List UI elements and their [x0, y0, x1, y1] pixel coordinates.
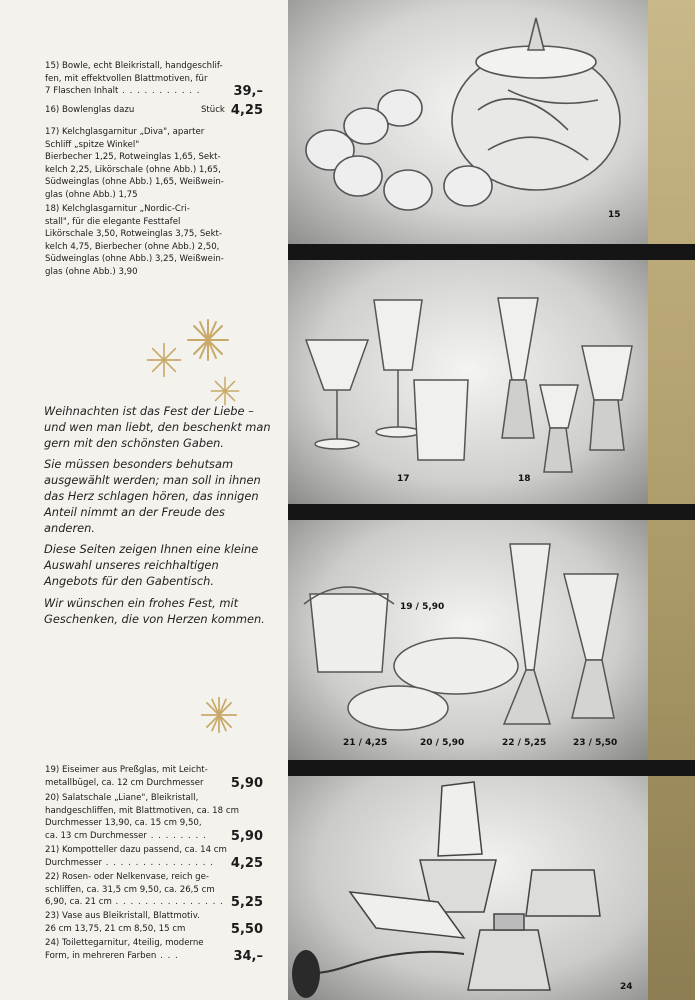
entry-24: 24) Toilettegarnitur, 4teilig, moderne Form, in mehreren Farben . . . 34,–: [45, 938, 263, 964]
entry-21-line1: 21) Kompotteller dazu passend, ca. 14 cm: [45, 845, 227, 855]
entry-17-line1: 17) Kelchglasgarnitur „Diva", aparter: [45, 127, 205, 137]
prose-paragraph-1: Weihnachten ist das Fest der Liebe – und wen man liebt, den beschenkt man gern mit den schönsten Gaben.: [44, 404, 271, 450]
toilet-set-illustration: [288, 776, 648, 1000]
entry-24-line1: 24) Toilettegarnitur, 4teilig, moderne: [45, 938, 204, 948]
entry-16: [45, 104, 263, 117]
entry-15-line2: fen, mit effektvollen Blattmotiven, für: [45, 73, 208, 84]
photo-label-18: 18: [518, 474, 531, 484]
photo-glasses: [288, 260, 648, 504]
entry-18-line2: stall", für die elegante Festtafel: [45, 216, 181, 227]
entry-23-line2: 26 cm 13,75, 21 cm 8,50, 15 cm: [45, 923, 186, 934]
entry-17-line5: Südweinglas (ohne Abb.) 1,65, Weißwein-: [45, 177, 224, 188]
entry-15-line3: 7 Flaschen Inhalt: [45, 86, 119, 97]
star-icon: [146, 342, 182, 378]
photo-punch-bowl: [288, 0, 648, 244]
photo-toilet-set: [288, 776, 648, 1000]
entry-16-unit: Stück: [200, 105, 225, 115]
entry-20-line1: 20) Salatschale „Liane", Bleikristall,: [45, 793, 199, 803]
prose-paragraph-4: Wir wünschen ein frohes Fest, mit Geschenken, die von Herzen kommen.: [44, 595, 265, 626]
entry-15-price: 39,–: [233, 84, 263, 100]
entry-21-price: 4,25: [230, 855, 263, 871]
photo-label-22: 22 / 5,25: [502, 738, 547, 748]
divider-bar: [288, 760, 695, 776]
entry-23: [45, 910, 263, 936]
photo-label-21: 21 / 4,25: [343, 738, 388, 748]
entry-16-price: 4,25: [230, 103, 263, 118]
entry-17: [45, 126, 263, 202]
entry-17-line2: Schliff „spitze Winkel": [45, 139, 140, 150]
christmas-prose: [44, 404, 276, 633]
photo-label-17: 17: [397, 474, 410, 484]
entry-20-line4: ca. 13 cm Durchmesser: [45, 830, 147, 841]
glasses-illustration: [288, 260, 648, 504]
entry-18-line4: kelch 4,75, Bierbecher (ohne Abb.) 2,50,: [45, 241, 220, 252]
entry-22: 22) Rosen- oder Nelkenvase, reich ge- schliffen, ca. 31,5 cm 9,50, ca. 26,5 cm 6,90, ca. 21 cm . . . . . . . . . . . . . . . 5,25: [45, 872, 263, 911]
entry-20-line3: Durchmesser 13,90, ca. 15 cm 9,50,: [45, 818, 202, 829]
photo-label-23: 23 / 5,50: [573, 738, 618, 748]
entry-19-line2: metallbügel, ca. 12 cm Durchmesser: [45, 777, 204, 788]
star-icon: [186, 318, 230, 362]
entry-18-line3: Likörschale 3,50, Rotweinglas 3,75, Sekt-: [45, 229, 223, 240]
entry-15-row: 7 Flaschen Inhalt . . . . . . . . . . . 39,–: [45, 84, 263, 100]
photo-label-20: 20 / 5,90: [420, 738, 465, 748]
entry-22-line2: schliffen, ca. 31,5 cm 9,50, ca. 26,5 cm: [45, 884, 215, 895]
prose-paragraph-2: Sie müssen besonders behutsam ausgewählt werden; man soll in ihnen das Herz schlagen hören, das innigen Anteil nimmt an der Freude des anderen.: [44, 457, 261, 535]
page-number: 24: [620, 982, 633, 992]
entry-18-line5: Südweinglas (ohne Abb.) 3,25, Weißwein-: [45, 254, 224, 265]
prose-paragraph-3: Diese Seiten zeigen Ihnen eine kleine Auswahl unseres reichhaltigen Angebots für den Gabentisch.: [44, 542, 259, 588]
entry-21: 21) Kompotteller dazu passend, ca. 14 cm Durchmesser . . . . . . . . . . . . . . . 4,25: [45, 845, 263, 871]
photo-crystal-bowls-vases: [288, 520, 648, 760]
divider-bar: [288, 504, 695, 520]
entry-20-line2: handgeschliffen, mit Blattmotiven, ca. 18 cm: [45, 805, 239, 816]
gold-border-strip: [648, 0, 695, 1000]
entry-15: [45, 60, 263, 98]
star-icon: [200, 696, 238, 734]
divider-bar: [288, 244, 695, 260]
entry-23-line1: 23) Vase aus Bleikristall, Blattmotiv.: [45, 911, 200, 921]
entry-18: [45, 203, 263, 279]
entry-24-line2: Form, in mehreren Farben: [45, 950, 157, 961]
entry-15-line1: 15) Bowle, echt Bleikristall, handgeschlif-: [45, 61, 223, 71]
entry-17-line4: kelch 2,25, Likörschale (ohne Abb.) 1,65,: [45, 164, 221, 175]
punch-bowl-illustration: [288, 0, 648, 244]
entry-19: [45, 764, 263, 790]
entry-22-line1: 22) Rosen- oder Nelkenvase, reich ge-: [45, 872, 210, 882]
entry-23-price: 5,50: [230, 921, 263, 937]
entry-16-label: 16) Bowlenglas dazu: [45, 105, 135, 115]
star-icon: [210, 376, 240, 406]
photo-label-15: 15: [608, 210, 621, 220]
entry-18-line1: 18) Kelchglasgarnitur „Nordic-Cri-: [45, 204, 190, 214]
entry-22-line3: 6,90, ca. 21 cm: [45, 897, 112, 908]
entry-19-line1: 19) Eiseimer aus Preßglas, mit Leicht-: [45, 765, 208, 775]
entry-20: 20) Salatschale „Liane", Bleikristall, handgeschliffen, mit Blattmotiven, ca. 18 cm Durchmesser 13,90, ca. 15 cm 9,50, ca. 13 cm Durchmesser . . . . . . . . 5,90: [45, 793, 263, 844]
entry-20-price: 5,90: [230, 828, 263, 844]
photo-label-19: 19 / 5,90: [400, 602, 445, 612]
entry-17-line6: glas (ohne Abb.) 1,75: [45, 189, 138, 200]
entry-18-line6: glas (ohne Abb.) 3,90: [45, 266, 138, 277]
entry-19-price: 5,90: [230, 775, 263, 791]
entry-22-price: 5,25: [230, 895, 263, 911]
entry-21-line2: Durchmesser: [45, 857, 103, 868]
entry-24-price: 34,–: [233, 948, 263, 964]
entry-17-line3: Bierbecher 1,25, Rotweinglas 1,65, Sekt-: [45, 152, 221, 163]
bowls-vases-illustration: [288, 520, 648, 760]
